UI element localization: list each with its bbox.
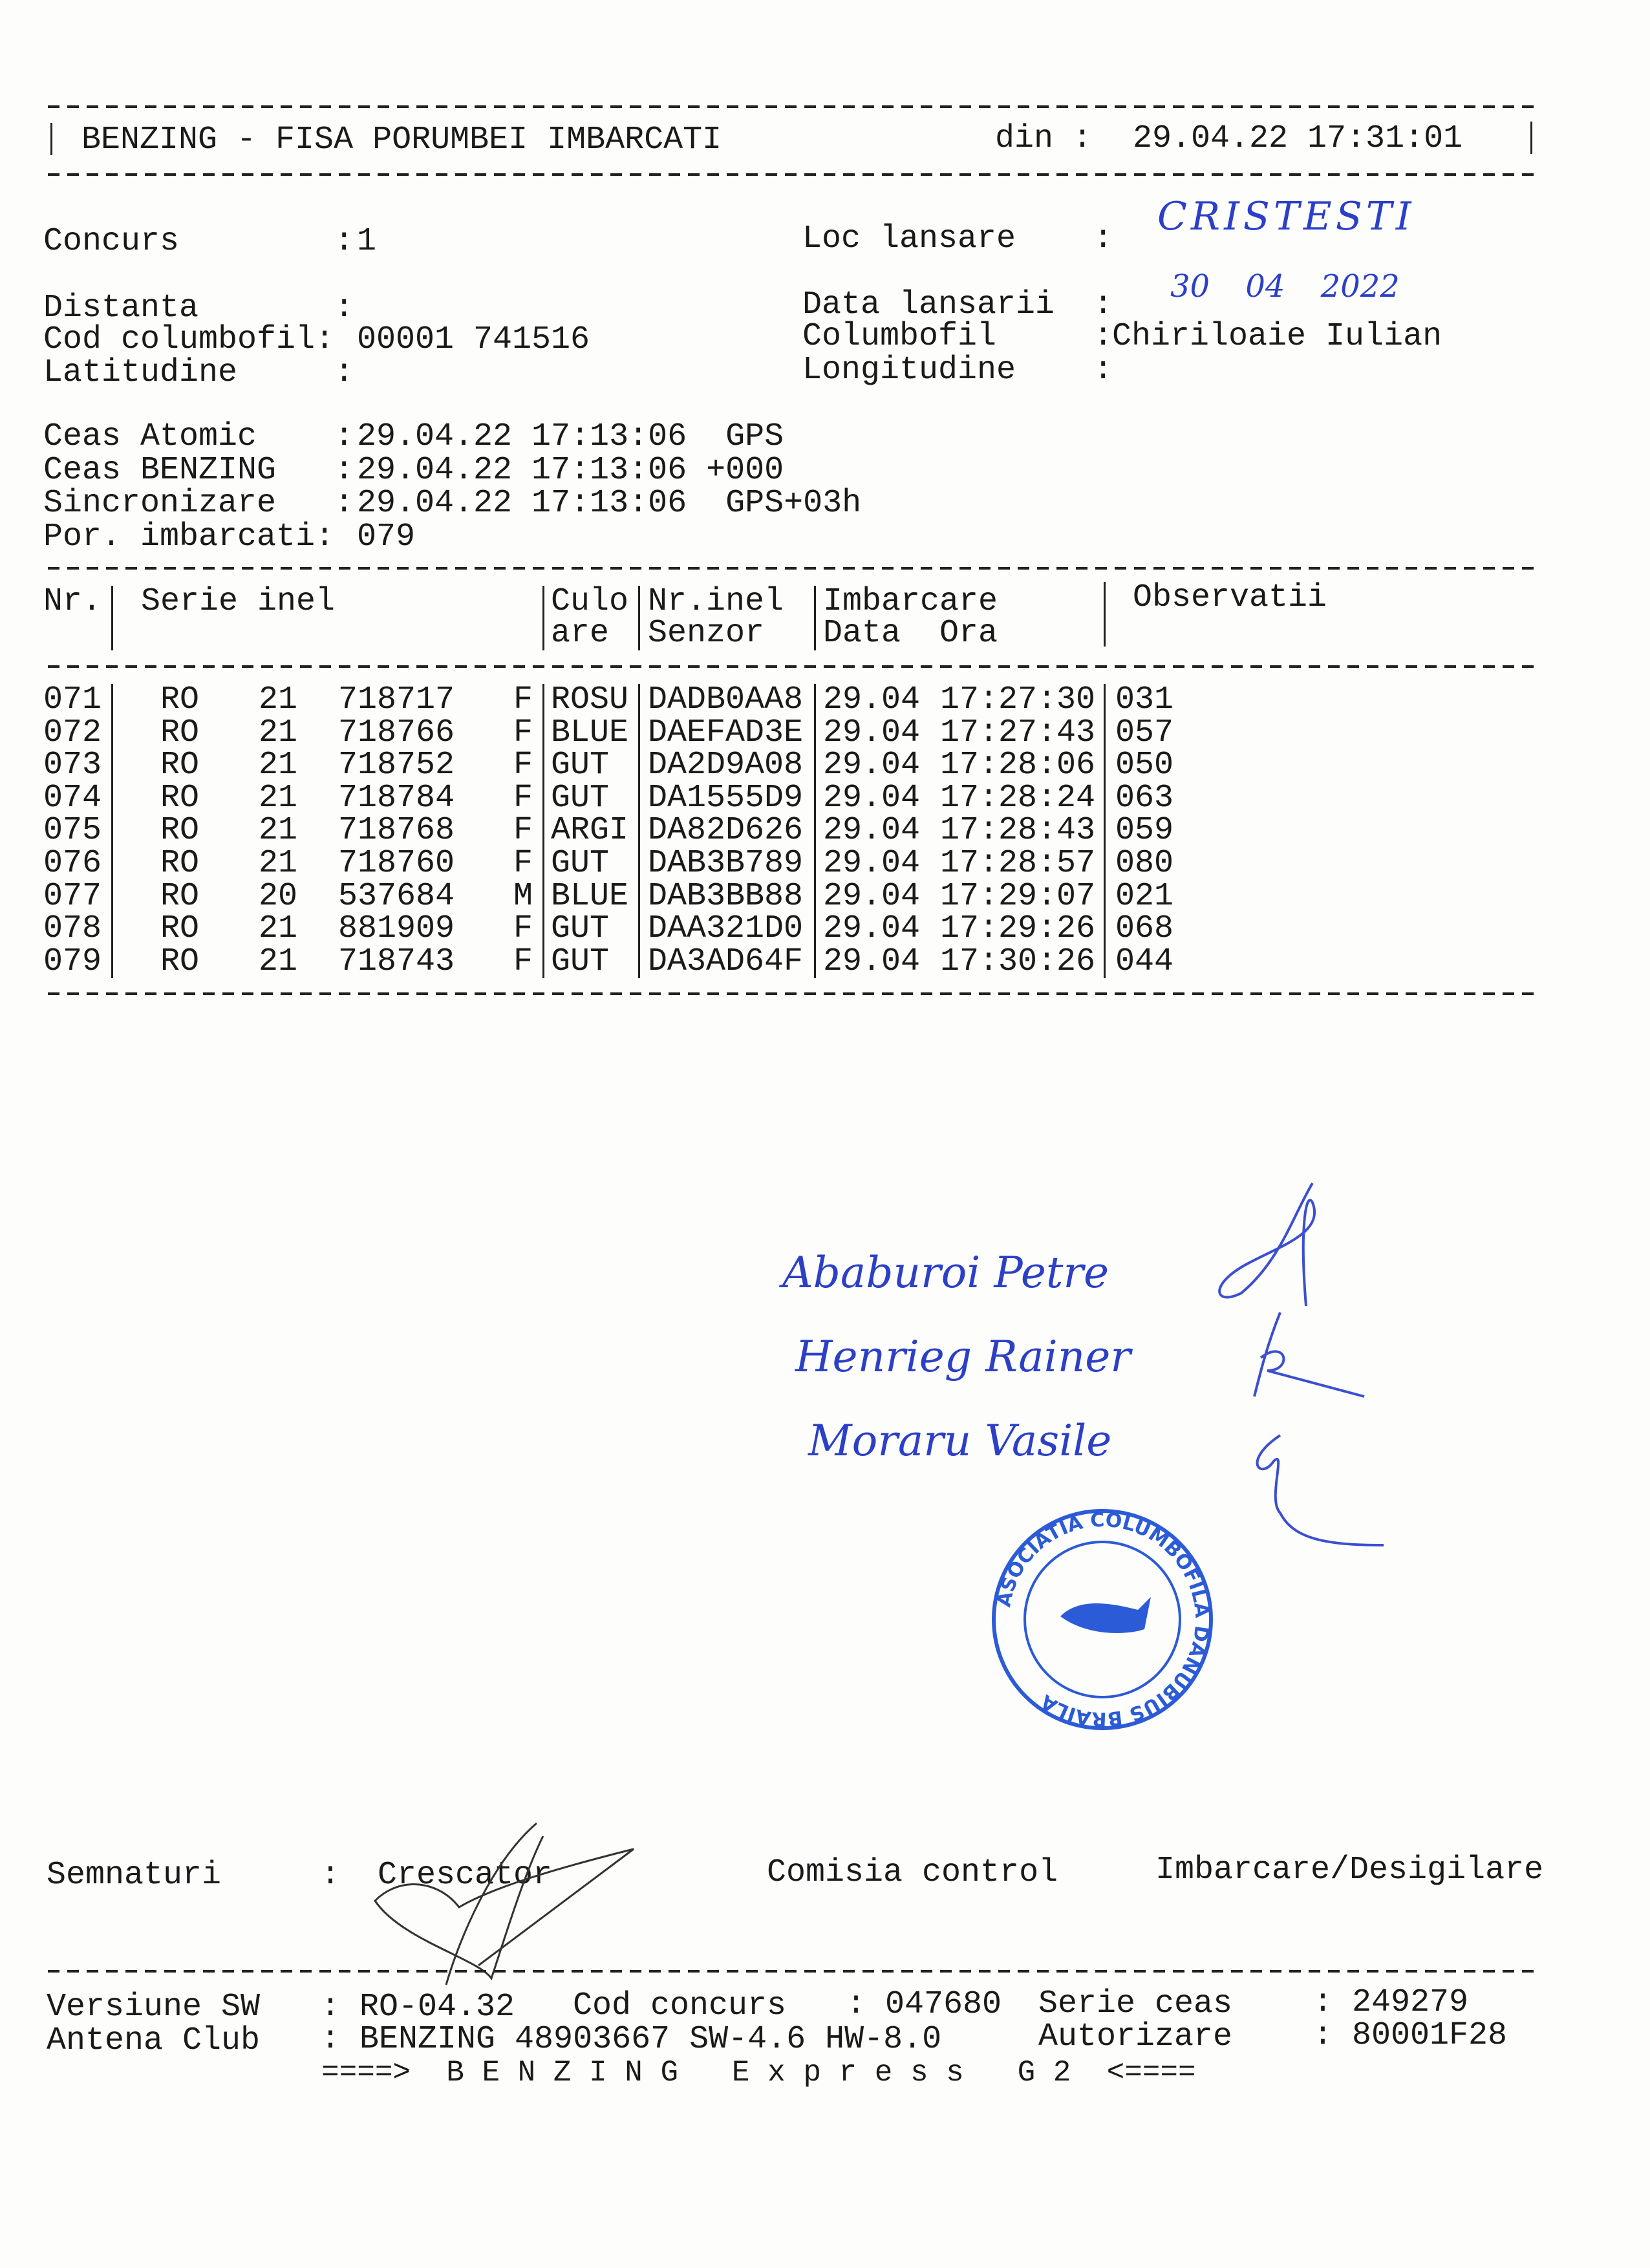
- col-serie: Serie inel: [141, 583, 336, 620]
- antena-value: : BENZING 48903667 SW-4.6 HW-8.0: [321, 2021, 942, 2058]
- col-sep: [111, 684, 113, 978]
- cell-sex: M: [513, 877, 533, 915]
- cell-date: 29.04: [823, 845, 921, 882]
- col-culoare-2: are: [551, 615, 610, 652]
- divider: [48, 567, 1536, 570]
- cell-observation: 057: [1115, 714, 1174, 751]
- cell-country: RO: [160, 845, 200, 882]
- divider: [48, 1970, 1536, 1973]
- cell-color: GUT: [551, 845, 610, 882]
- cell-ring-number: 718743: [338, 943, 455, 980]
- cell-ring-number: 718717: [338, 681, 455, 718]
- cell-nr: 071: [43, 681, 102, 718]
- cell-date: 29.04: [823, 877, 921, 915]
- cell-time: 17:29:26: [940, 910, 1096, 948]
- cell-sex: F: [513, 747, 533, 784]
- cell-year: 21: [259, 910, 298, 948]
- cell-date: 29.04: [823, 681, 921, 718]
- cell-nr: 072: [43, 714, 102, 751]
- cell-ring-number: 718766: [338, 714, 455, 751]
- concurs-label: Concurs :: [43, 223, 354, 260]
- clock-label: Ceas Atomic :: [43, 418, 354, 455]
- comisia-label: Comisia control: [767, 1854, 1058, 1891]
- antena-label: Antena Club: [47, 2022, 261, 2059]
- col-nr-inel: Nr.inel: [648, 583, 784, 620]
- cell-nr: 078: [43, 910, 102, 948]
- divider: [48, 992, 1536, 995]
- cell-color: GUT: [551, 910, 610, 948]
- columbofil-label: Columbofil :: [802, 318, 1113, 355]
- svg-text:ASOCIATIA COLUMBOFILA DANUBIUS: ASOCIATIA COLUMBOFILA DANUBIUS BRAILA: [992, 1508, 1214, 1731]
- cell-time: 17:28:43: [940, 812, 1096, 850]
- autorizare-value: : 80001F28: [1313, 2017, 1508, 2054]
- longitudine-label: Longitudine :: [802, 352, 1113, 389]
- cell-time: 17:29:07: [940, 877, 1096, 915]
- handwritten-signatures: [1203, 1177, 1397, 1565]
- cell-time: 17:28:06: [940, 747, 1096, 784]
- cell-sex: F: [513, 681, 533, 718]
- col-observatii: Observatii: [1133, 579, 1327, 616]
- serie-ceas-value: : 249279: [1313, 1984, 1469, 2021]
- col-imbarcare: Imbarcare: [823, 583, 998, 620]
- cell-color: GUT: [551, 779, 610, 817]
- cell-observation: 021: [1115, 877, 1174, 915]
- col-data-ora: Data Ora: [823, 615, 998, 652]
- cod-concurs-value: : 047680: [846, 1986, 1002, 2023]
- cell-time: 17:28:24: [940, 779, 1096, 817]
- cell-time: 17:30:26: [940, 943, 1096, 980]
- cell-color: ARGI: [551, 812, 629, 850]
- versiune-value: : RO-04.32: [321, 1989, 515, 2026]
- col-culoare: Culo: [551, 583, 629, 620]
- cell-year: 21: [259, 943, 298, 980]
- clock-value: 29.04.22 17:13:06 +000: [357, 451, 784, 489]
- cell-country: RO: [160, 747, 200, 784]
- col-sep: [1104, 582, 1106, 647]
- cell-observation: 050: [1115, 747, 1174, 784]
- concurs-value: 1: [357, 223, 377, 260]
- cell-nr: 079: [43, 943, 102, 980]
- cell-country: RO: [160, 910, 200, 948]
- col-senzor: Senzor: [648, 615, 765, 652]
- cell-sensor: DAEFAD3E: [648, 714, 804, 751]
- cell-date: 29.04: [823, 812, 921, 850]
- cell-ring-number: 537684: [338, 877, 455, 915]
- serie-ceas-label: Serie ceas: [1038, 1985, 1233, 2022]
- crescator-label: Crescator: [378, 1857, 553, 1894]
- cell-time: 17:27:43: [940, 714, 1096, 751]
- club-stamp: [989, 1506, 1216, 1733]
- data-lansarii-handwritten: 30 04 2022: [1170, 268, 1400, 305]
- cell-year: 21: [259, 812, 298, 850]
- cell-sensor: DAB3B789: [648, 845, 804, 882]
- cell-nr: 074: [43, 779, 102, 817]
- cell-country: RO: [160, 779, 200, 817]
- cell-ring-number: 718768: [338, 812, 455, 850]
- cell-observation: 080: [1115, 845, 1174, 882]
- cell-sex: F: [513, 812, 533, 850]
- cell-year: 21: [259, 747, 298, 784]
- cell-sensor: DA3AD64F: [648, 943, 804, 980]
- cell-date: 29.04: [823, 910, 921, 948]
- cell-country: RO: [160, 877, 200, 915]
- data-lansarii-label: Data lansarii :: [802, 286, 1113, 323]
- cell-time: 17:28:57: [940, 845, 1096, 882]
- cell-country: RO: [160, 714, 200, 751]
- col-nr: Nr.: [43, 583, 102, 620]
- cod-concurs-label: Cod concurs: [573, 1987, 787, 2024]
- cell-color: BLUE: [551, 877, 629, 915]
- semnaturi-colon: :: [321, 1857, 341, 1894]
- col-sep: [1104, 684, 1106, 978]
- loc-lansare-label: Loc lansare :: [802, 220, 1113, 257]
- cell-observation: 068: [1115, 910, 1174, 948]
- col-sep: [814, 684, 816, 978]
- cell-sensor: DA82D626: [648, 812, 804, 850]
- cell-date: 29.04: [823, 714, 921, 751]
- col-sep: [638, 684, 640, 978]
- cell-observation: 031: [1115, 681, 1174, 718]
- cell-color: BLUE: [551, 714, 629, 751]
- cell-year: 21: [259, 845, 298, 882]
- clock-value: 29.04.22 17:13:06 GPS+03h: [357, 485, 862, 522]
- cell-color: GUT: [551, 747, 610, 784]
- cell-ring-number: 881909: [338, 910, 455, 948]
- cell-sensor: DAB3BB88: [648, 877, 804, 915]
- cell-date: 29.04: [823, 779, 921, 817]
- print-datetime: 29.04.22 17:31:01: [1133, 120, 1463, 157]
- clock-value: 079: [357, 518, 416, 555]
- divider: [48, 665, 1536, 668]
- clock-label: Ceas BENZING :: [43, 451, 354, 489]
- cod-columbofil-label: Cod columbofil:: [43, 321, 335, 358]
- imbarcare-label: Imbarcare/Desigilare: [1155, 1852, 1544, 1888]
- col-sep: [814, 586, 816, 650]
- cod-columbofil-value: 00001 741516: [357, 321, 590, 358]
- cell-observation: 063: [1115, 779, 1174, 817]
- cell-nr: 075: [43, 812, 102, 850]
- col-sep: [638, 586, 640, 650]
- cell-country: RO: [160, 812, 200, 850]
- cell-nr: 077: [43, 877, 102, 915]
- columbofil-value: Chiriloaie Iulian: [1112, 318, 1442, 355]
- cell-date: 29.04: [823, 943, 921, 980]
- divider: [48, 173, 1536, 176]
- cell-time: 17:27:30: [940, 681, 1096, 718]
- autorizare-label: Autorizare: [1038, 2018, 1233, 2055]
- cell-year: 21: [259, 779, 298, 817]
- handwritten-name: Henrieg Rainer: [795, 1332, 1131, 1382]
- col-sep: [542, 684, 544, 978]
- cell-year: 21: [259, 714, 298, 751]
- distanta-label: Distanta :: [43, 290, 354, 326]
- cell-observation: 044: [1115, 943, 1174, 980]
- latitudine-label: Latitudine :: [43, 354, 354, 391]
- cell-ring-number: 718760: [338, 845, 455, 882]
- col-sep: [111, 586, 113, 650]
- cell-sex: F: [513, 779, 533, 817]
- document-title: BENZING - FISA PORUMBEI IMBARCATI: [81, 122, 722, 158]
- cell-date: 29.04: [823, 747, 921, 784]
- cell-nr: 073: [43, 747, 102, 784]
- handwritten-name: Moraru Vasile: [808, 1416, 1112, 1466]
- handwritten-name: Ababuroi Petre: [782, 1248, 1109, 1298]
- cell-sex: F: [513, 714, 533, 751]
- cell-color: ROSU: [551, 681, 629, 718]
- cell-year: 21: [259, 681, 298, 718]
- cell-nr: 076: [43, 845, 102, 882]
- cell-color: GUT: [551, 943, 610, 980]
- clock-label: Sincronizare :: [43, 485, 354, 522]
- din-label: din :: [995, 120, 1093, 157]
- cell-sex: F: [513, 910, 533, 948]
- cell-sensor: DADB0AA8: [648, 681, 804, 718]
- loc-lansare-handwritten: CRISTESTI: [1157, 194, 1415, 239]
- col-sep: [542, 586, 544, 650]
- cell-sensor: DA1555D9: [648, 779, 804, 817]
- cell-sex: F: [513, 845, 533, 882]
- cell-country: RO: [160, 943, 200, 980]
- clock-value: 29.04.22 17:13:06 GPS: [357, 418, 784, 455]
- cell-year: 20: [259, 877, 298, 915]
- cell-sex: F: [513, 943, 533, 980]
- header-left-bar: [50, 123, 52, 155]
- cell-ring-number: 718752: [338, 747, 455, 784]
- divider: [48, 105, 1536, 108]
- clock-label: Por. imbarcati:: [43, 518, 335, 555]
- cell-country: RO: [160, 681, 200, 718]
- cell-ring-number: 718784: [338, 779, 455, 817]
- cell-observation: 059: [1115, 812, 1174, 850]
- semnaturi-label: Semnaturi: [47, 1857, 222, 1894]
- versiune-label: Versiune SW: [47, 1989, 261, 2026]
- cell-sensor: DA2D9A08: [648, 747, 804, 784]
- cell-sensor: DAA321D0: [648, 910, 804, 948]
- header-right-bar: [1530, 122, 1532, 154]
- express-banner: ====> B E N Z I N G E x p r e s s G 2 <====: [321, 2056, 1196, 2090]
